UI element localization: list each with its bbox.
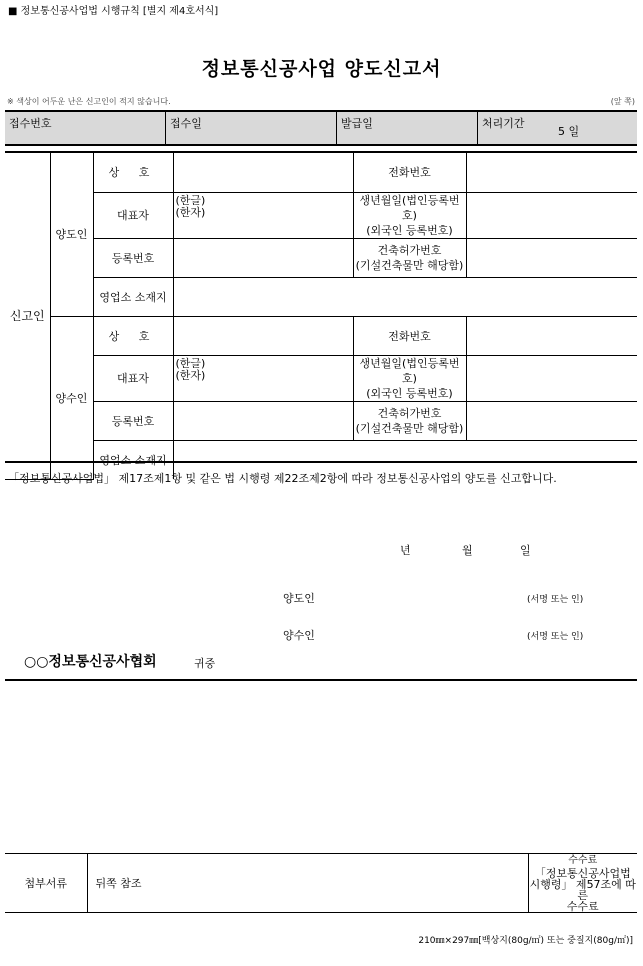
transferee-reg-no-input[interactable] [173,401,353,440]
transferee-representative-input[interactable] [173,355,353,401]
addressee: ○○정보통신공사협회 [24,654,157,670]
transferee-office-label: 영업소 소재지 [93,440,173,479]
transferee-phone-label: 전화번호 [353,316,466,355]
transferor-hanja-hint: (한자) [175,205,206,219]
processing-period-value: 5 일 [558,125,580,138]
fee-line-2: 시행령」 제57조에 따른 [529,878,636,902]
form-header: ■ 정보통신공사업법 시행규칙 [별지 제4호서식] [8,6,219,17]
transferee-label: 양수인 [50,316,93,479]
transferor-birth-input[interactable] [466,192,637,238]
date-year-label: 년 [400,544,411,557]
paper-spec-footer: 210㎜×297㎜[백상지(80g/㎡) 또는 중질지(80g/㎡)] [418,936,633,946]
fee-line-3: 수수료 [566,900,599,913]
transferee-sign-hint[interactable]: (서명 또는 인) [527,632,584,642]
receipt-number-field[interactable] [5,112,166,144]
processing-period-label: 처리기간 [482,117,525,130]
transferee-hanja-hint: (한자) [175,368,206,382]
date-month-label: 월 [462,544,473,557]
transferee-permit-input[interactable] [466,401,637,440]
receipt-date-field[interactable] [166,112,337,144]
transferor-label: 양도인 [50,153,93,316]
transferor-representative-input[interactable] [173,192,353,238]
attachment-label: 첨부서류 [5,854,87,912]
transferor-sign-hint[interactable]: (서명 또는 인) [527,595,584,605]
transferor-birth-label-line1: 생년월일(법인등록번호) [359,193,460,222]
declarant-label: 신고인 [5,153,50,479]
transferor-trade-name-label: 상 호 [93,153,173,192]
receipt-number-label: 접수번호 [9,117,52,130]
declarant-table [5,151,637,467]
date-day-label: 일 [520,544,531,557]
fee-line-1: 「정보통신공사업법 [534,867,631,880]
transferee-trade-name-label: 상 호 [93,316,173,355]
receipt-date-label: 접수일 [170,117,202,130]
transferor-permit-label-line1: 건축허가번호 [377,243,442,257]
transferee-representative-label: 대표자 [93,355,173,401]
transferee-sign-label: 양수인 [283,629,315,642]
shade-note: ※ 색상이 어두운 난은 신고인이 적지 않습니다. [7,97,171,106]
transferor-permit-label [353,238,466,277]
page-side-label: (앞 쪽) [610,97,635,106]
transferor-representative-label: 대표자 [93,192,173,238]
transferor-permit-label-line2: (기설건축물만 해당함) [355,258,464,272]
attachment-value: 뒤쪽 참조 [87,854,528,912]
receipt-row [5,110,637,146]
transferee-permit-label-line1: 건축허가번호 [377,406,442,420]
transferee-reg-no-label: 등록번호 [93,401,173,440]
transferor-phone-input[interactable] [466,153,637,192]
transferor-office-label: 영업소 소재지 [93,277,173,316]
transferee-phone-input[interactable] [466,316,637,355]
issue-date-field[interactable] [337,112,478,144]
transferor-birth-label-line2: (외국인 등록번호) [366,223,453,237]
declaration-text: 「정보통신공사업법」 제17조제1항 및 같은 법 시행령 제22조제2항에 따라 정보통신공사업의 양도를 신고합니다. [8,472,557,485]
transferee-permit-label [353,401,466,440]
processing-period [478,112,637,144]
fee-cell [528,854,637,912]
transferee-permit-label-line2: (기설건축물만 해당함) [355,421,464,435]
transferor-hangul-hint: (한글) [175,193,206,207]
transferee-birth-label [353,355,466,401]
transferor-reg-no-label: 등록번호 [93,238,173,277]
section-divider [5,679,637,681]
transferor-office-input[interactable] [173,277,637,316]
transferor-sign-label: 양도인 [283,592,315,605]
transferor-phone-label: 전화번호 [353,153,466,192]
attachment-table [5,853,637,913]
transferor-permit-input[interactable] [466,238,637,277]
fee-title: 수수료 [568,855,598,866]
transferee-trade-name-input[interactable] [173,316,353,355]
transferee-birth-label-line2: (외국인 등록번호) [366,386,453,400]
transferee-birth-label-line1: 생년월일(법인등록번호) [359,356,460,385]
transferor-birth-label [353,192,466,238]
page-title: 정보통신공사업 양도신고서 [201,58,442,80]
issue-date-label: 발급일 [341,117,373,130]
addressee-suffix: 귀중 [194,657,216,670]
transferor-reg-no-input[interactable] [173,238,353,277]
transferee-birth-input[interactable] [466,355,637,401]
transferee-hangul-hint: (한글) [175,356,206,370]
transferor-trade-name-input[interactable] [173,153,353,192]
